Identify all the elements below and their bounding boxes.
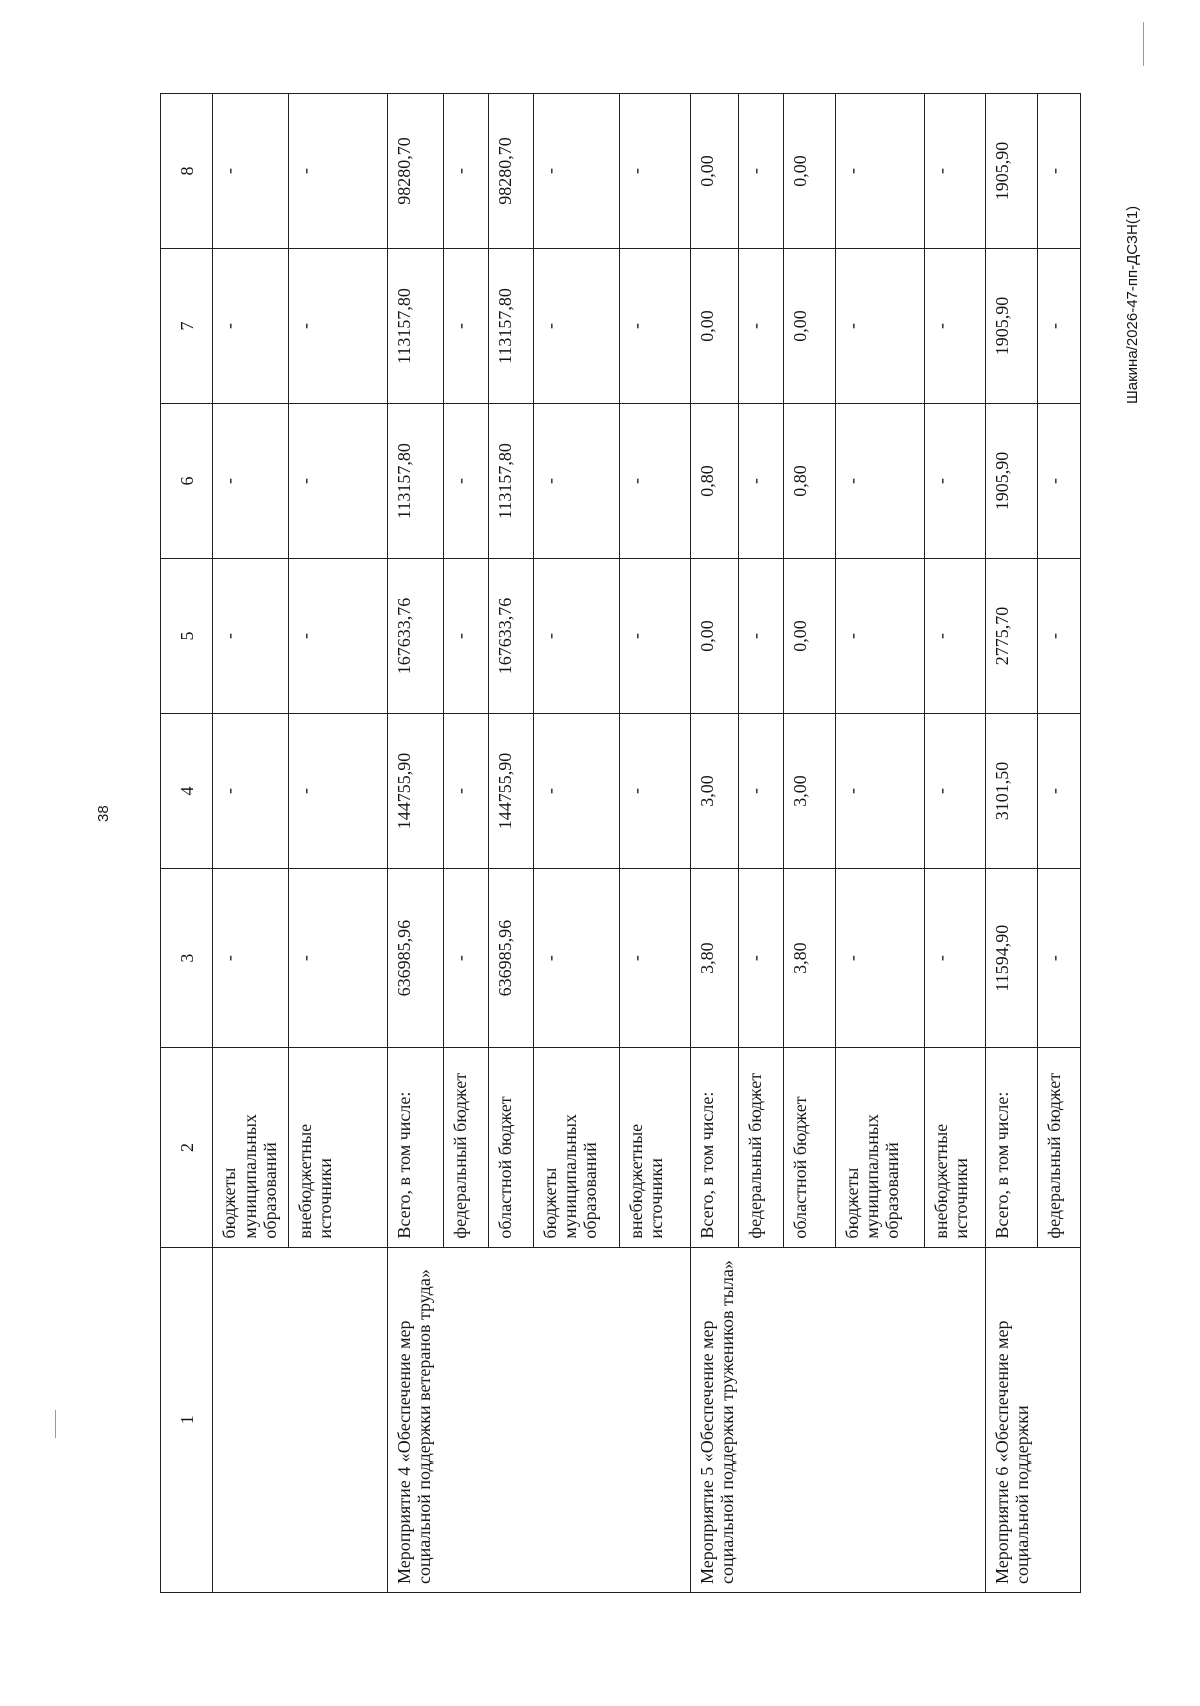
value-cell-col-5: - — [620, 559, 691, 714]
value-cell-col-4: - — [739, 714, 783, 869]
value-cell-col-8: - — [739, 94, 783, 249]
value-cell-col-5: - — [533, 559, 619, 714]
table-row — [986, 94, 1037, 1593]
value-cell-col-6: 113157,80 — [387, 404, 444, 559]
value-cell-col-7: - — [289, 249, 388, 404]
value-cell-col-4: 144755,90 — [488, 714, 533, 869]
value-cell-col-7: - — [444, 249, 488, 404]
value-cell-col-7: - — [213, 249, 289, 404]
value-cell-col-5: - — [213, 559, 289, 714]
funding-source-cell: Всего, в том числе: — [986, 1048, 1037, 1247]
scan-mark-left — [55, 1410, 56, 1438]
financing-table — [160, 93, 1081, 1593]
value-cell-col-4: 144755,90 — [387, 714, 444, 869]
value-cell-col-6: - — [444, 404, 488, 559]
value-cell-col-8: - — [924, 94, 986, 249]
value-cell-col-6: - — [213, 404, 289, 559]
funding-source-cell: внебюджетные источники — [620, 1048, 691, 1247]
value-cell-col-4: - — [289, 714, 388, 869]
value-cell-col-6: - — [620, 404, 691, 559]
table-row — [387, 94, 444, 1593]
value-cell-col-8: 98280,70 — [387, 94, 444, 249]
value-cell-col-7: - — [739, 249, 783, 404]
scan-mark-top — [1143, 22, 1144, 66]
value-cell-col-4: - — [924, 714, 986, 869]
value-cell-col-7: - — [620, 249, 691, 404]
header-col-8: 8 — [161, 94, 213, 249]
value-cell-col-4: - — [836, 714, 924, 869]
value-cell-col-3: - — [289, 868, 388, 1047]
funding-source-cell: федеральный бюджет — [739, 1048, 783, 1247]
value-cell-col-5: - — [739, 559, 783, 714]
funding-source-cell: Всего, в том числе: — [691, 1048, 739, 1247]
value-cell-col-7: 113157,80 — [488, 249, 533, 404]
value-cell-col-4: - — [620, 714, 691, 869]
funding-source-cell: областной бюджет — [783, 1048, 835, 1247]
funding-source-cell: Всего, в том числе: — [387, 1048, 444, 1247]
value-cell-col-6: 0,80 — [691, 404, 739, 559]
document-code: Шакина/2026-47-пп-ДСЗН(1) — [1124, 205, 1141, 404]
value-cell-col-8: - — [620, 94, 691, 249]
value-cell-col-8: - — [444, 94, 488, 249]
value-cell-col-5: - — [1037, 559, 1080, 714]
value-cell-col-5: 167633,76 — [387, 559, 444, 714]
value-cell-col-5: - — [289, 559, 388, 714]
value-cell-col-6: - — [836, 404, 924, 559]
value-cell-col-6: - — [739, 404, 783, 559]
value-cell-col-3: - — [924, 868, 986, 1047]
value-cell-col-6: - — [289, 404, 388, 559]
value-cell-col-7: 113157,80 — [387, 249, 444, 404]
value-cell-col-3: 636985,96 — [488, 868, 533, 1047]
value-cell-col-8: - — [533, 94, 619, 249]
value-cell-col-4: 3,00 — [691, 714, 739, 869]
value-cell-col-4: 3,00 — [783, 714, 835, 869]
value-cell-col-4: - — [1037, 714, 1080, 869]
page-number: 38 — [95, 805, 112, 822]
value-cell-col-8: 0,00 — [783, 94, 835, 249]
value-cell-col-3: - — [739, 868, 783, 1047]
header-col-5: 5 — [161, 559, 213, 714]
value-cell-col-5: - — [924, 559, 986, 714]
value-cell-col-4: - — [533, 714, 619, 869]
value-cell-col-3: 636985,96 — [387, 868, 444, 1047]
header-col-7: 7 — [161, 249, 213, 404]
table-rotated-container — [160, 93, 1081, 1593]
funding-source-cell: внебюджетные источники — [289, 1048, 388, 1247]
funding-source-cell: бюджеты муниципальных образований — [213, 1048, 289, 1247]
value-cell-col-4: - — [213, 714, 289, 869]
value-cell-col-7: - — [924, 249, 986, 404]
measure-title-cell — [213, 1247, 387, 1592]
value-cell-col-3: - — [213, 868, 289, 1047]
value-cell-col-4: - — [444, 714, 488, 869]
value-cell-col-8: 98280,70 — [488, 94, 533, 249]
value-cell-col-7: 0,00 — [691, 249, 739, 404]
funding-source-cell: бюджеты муниципальных образований — [533, 1048, 619, 1247]
value-cell-col-6: 0,80 — [783, 404, 835, 559]
value-cell-col-8: - — [1037, 94, 1080, 249]
value-cell-col-7: 0,00 — [783, 249, 835, 404]
table-header-row — [161, 94, 213, 1593]
value-cell-col-6: - — [1037, 404, 1080, 559]
value-cell-col-8: 0,00 — [691, 94, 739, 249]
funding-source-cell: федеральный бюджет — [1037, 1048, 1080, 1247]
value-cell-col-3: - — [836, 868, 924, 1047]
value-cell-col-8: 1905,90 — [986, 94, 1037, 249]
value-cell-col-5: - — [836, 559, 924, 714]
value-cell-col-3: 3,80 — [783, 868, 835, 1047]
value-cell-col-8: - — [836, 94, 924, 249]
measure-title-cell: Мероприятие 5 «Обеспечение мер социальной поддержки тружеников тыла» — [691, 1247, 986, 1592]
value-cell-col-4: 3101,50 — [986, 714, 1037, 869]
value-cell-col-7: - — [1037, 249, 1080, 404]
value-cell-col-3: - — [1037, 868, 1080, 1047]
value-cell-col-3: - — [444, 868, 488, 1047]
value-cell-col-6: - — [533, 404, 619, 559]
value-cell-col-5: 167633,76 — [488, 559, 533, 714]
measure-title-cell: Мероприятие 4 «Обеспечение мер социальной поддержки ветеранов труда» — [387, 1247, 690, 1592]
header-col-2: 2 — [161, 1048, 213, 1247]
value-cell-col-5: - — [444, 559, 488, 714]
value-cell-col-8: - — [213, 94, 289, 249]
value-cell-col-5: 0,00 — [783, 559, 835, 714]
value-cell-col-7: 1905,90 — [986, 249, 1037, 404]
value-cell-col-5: 0,00 — [691, 559, 739, 714]
value-cell-col-6: 1905,90 — [986, 404, 1037, 559]
value-cell-col-7: - — [533, 249, 619, 404]
value-cell-col-7: - — [836, 249, 924, 404]
value-cell-col-5: 2775,70 — [986, 559, 1037, 714]
value-cell-col-3: 3,80 — [691, 868, 739, 1047]
value-cell-col-3: 11594,90 — [986, 868, 1037, 1047]
funding-source-cell: внебюджетные источники — [924, 1048, 986, 1247]
table-row — [691, 94, 739, 1593]
value-cell-col-6: 113157,80 — [488, 404, 533, 559]
funding-source-cell: федеральный бюджет — [444, 1048, 488, 1247]
measure-title-cell: Мероприятие 6 «Обеспечение мер социальной поддержки — [986, 1247, 1081, 1592]
value-cell-col-8: - — [289, 94, 388, 249]
header-col-1: 1 — [161, 1247, 213, 1592]
funding-source-cell: областной бюджет — [488, 1048, 533, 1247]
header-col-3: 3 — [161, 868, 213, 1047]
header-col-4: 4 — [161, 714, 213, 869]
value-cell-col-3: - — [533, 868, 619, 1047]
table-row — [213, 94, 289, 1593]
value-cell-col-3: - — [620, 868, 691, 1047]
value-cell-col-6: - — [924, 404, 986, 559]
funding-source-cell: бюджеты муниципальных образований — [836, 1048, 924, 1247]
header-col-6: 6 — [161, 404, 213, 559]
